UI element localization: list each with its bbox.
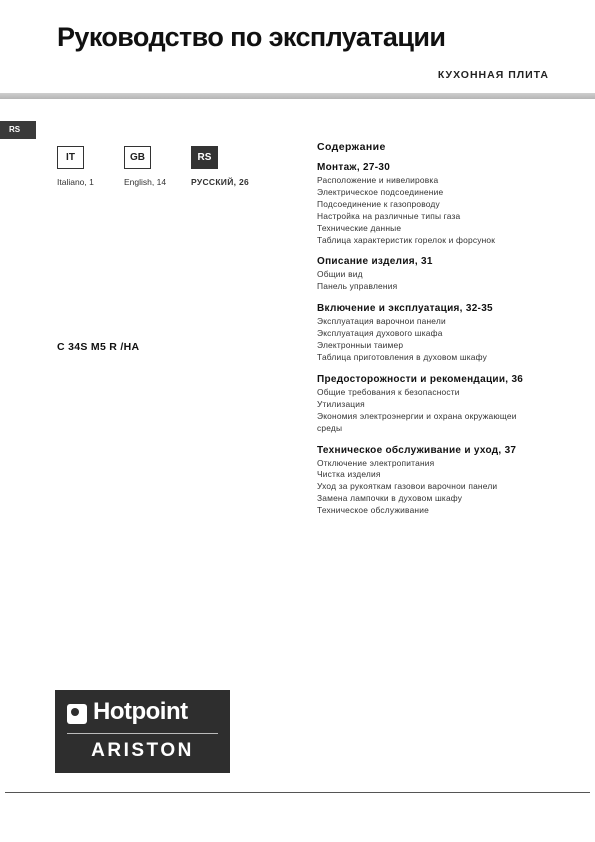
- toc-item: Подсоединение к газопроводу: [317, 198, 440, 209]
- toc-section-title: Описание изделия, 31: [317, 256, 433, 268]
- toc-section-title: Техническое обслуживание и уход, 37: [317, 444, 517, 456]
- language-caption-it: Italiano, 1: [57, 177, 94, 187]
- language-side-tab: RS: [0, 121, 36, 139]
- hotpoint-logo-icon: [67, 704, 87, 724]
- toc-section-title: Монтаж, 27-30: [317, 162, 391, 173]
- hotpoint-ariston-logo: [55, 690, 230, 773]
- page-title: Руководство по эксплуатации: [57, 22, 446, 52]
- toc-item: Общии вид: [317, 269, 363, 280]
- toc-item: Уход за рукояткам газовои варочнои панели: [317, 481, 498, 492]
- toc-item: Эксплуатация духового шкафа: [317, 328, 443, 339]
- toc-item: Таблица характеристик горелок и форсунок: [317, 234, 496, 245]
- language-caption-rs: РУССКИЙ, 26: [191, 177, 250, 187]
- toc-item: Расположение и нивелировка: [317, 175, 439, 185]
- table-of-contents: [317, 141, 557, 526]
- toc-section-precautions: [317, 373, 557, 435]
- toc-item: Электронныи таимер: [317, 340, 404, 351]
- toc-item: Технические данные: [317, 222, 402, 233]
- toc-section-installation: [317, 161, 557, 246]
- logo-divider: [67, 733, 218, 734]
- toc-item: среды: [317, 422, 343, 433]
- toc-item: Отключение электропитания: [317, 457, 435, 468]
- language-box-gb: GB: [124, 146, 151, 169]
- toc-section-title: Предосторожности и рекомендации, 36: [317, 373, 524, 385]
- toc-heading: Содержание: [317, 141, 386, 153]
- logo-brand: Hotpoint: [93, 698, 188, 725]
- toc-section-description: [317, 255, 557, 293]
- toc-item: Экономия электроэнергии и охрана окружающеи: [317, 410, 517, 421]
- toc-item: Общие требования к безопасности: [317, 386, 460, 397]
- language-box-rs: RS: [191, 146, 218, 169]
- language-caption-gb: English, 14: [124, 177, 167, 187]
- toc-item: Электрическое подсоединение: [317, 186, 444, 197]
- toc-section-operation: [317, 302, 557, 364]
- toc-item: Настройка на различные типы газа: [317, 210, 461, 221]
- toc-item: Чистка изделия: [317, 469, 381, 480]
- toc-section-title: Включение и эксплуатация, 32-35: [317, 303, 493, 315]
- toc-item: Техническое обслуживание: [317, 505, 429, 516]
- language-box-it: IT: [57, 146, 84, 169]
- toc-item: Панель управления: [317, 281, 398, 292]
- bottom-divider: [5, 792, 590, 793]
- logo-sub-brand: ARISTON: [91, 740, 194, 761]
- toc-item: Замена лампочки в духовом шкафу: [317, 493, 463, 504]
- model-number: C 34S M5 R /HA: [57, 341, 140, 353]
- toc-section-maintenance: [317, 444, 557, 518]
- top-divider: [0, 93, 595, 99]
- document-subtitle: КУХОННАЯ ПЛИТА: [437, 69, 549, 81]
- toc-item: Таблица приготовления в духовом шкафу: [317, 351, 488, 362]
- toc-item: Утилизация: [317, 398, 365, 409]
- toc-item: Эксплуатация варочнои панели: [317, 316, 446, 327]
